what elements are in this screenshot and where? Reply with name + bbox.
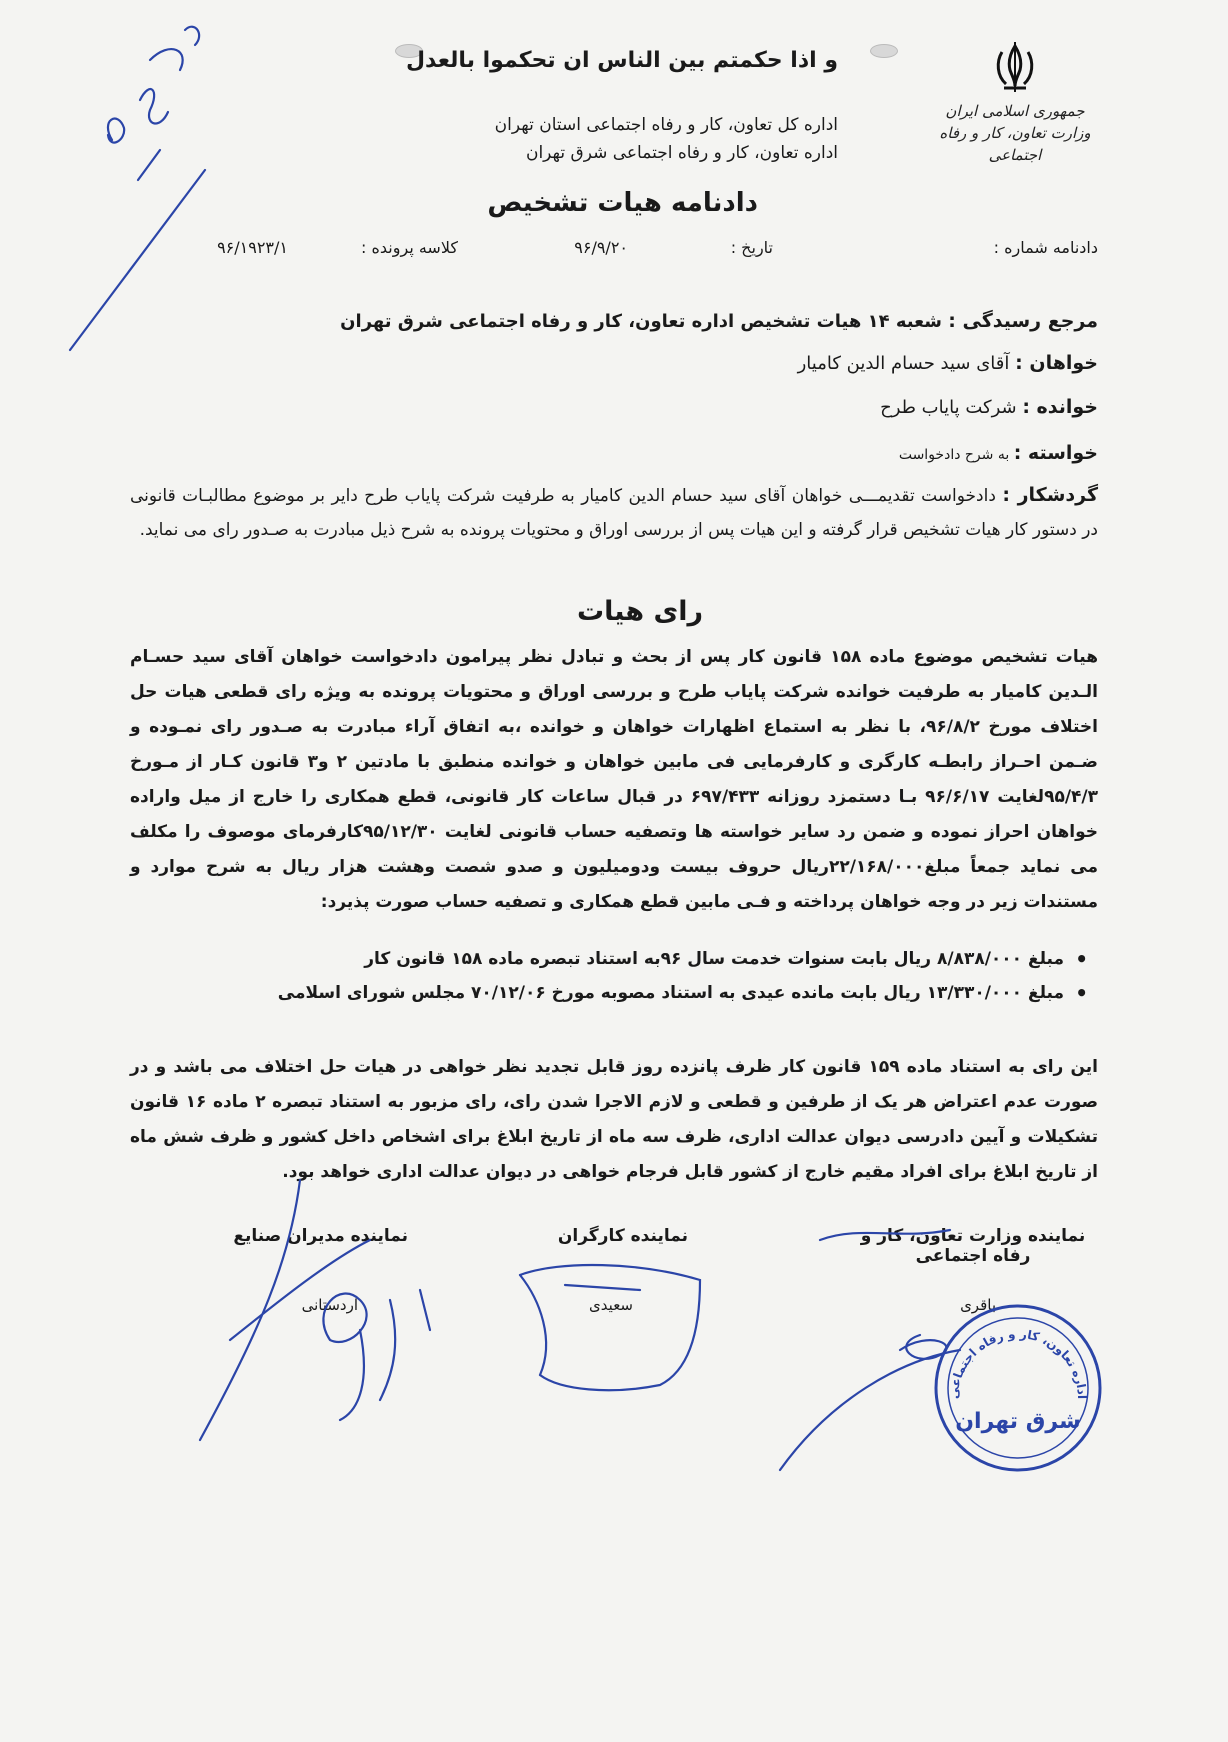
plaintiff-value: آقای سید حسام الدین کامیار [797,353,1010,374]
basmala-verse: و اذا حکمتم بین الناس ان تحکموا بالعدل [405,48,838,73]
margin-scribble [108,119,124,143]
opinion-body: هیات تشخیص موضوع ماده ۱۵۸ قانون کار پس از بحث و تبادل نظر پیرامون دادخواست خواهان آقای سید حسـام الـدین کامیار به طرفیت خوانده شرکت پایاب طرح و بررسی اوراق و محتویات پرونده به ویژه رای قطعی هیات حل اختلاف مورخ ۹۶/۸/۲، با نظر به استماع اظهارات خواهان و خوانده ،به اتفاق آراء مبادرت به صـدور رای نمـوده و ضـمن احـراز رابطـه کارگری و کارفرمایی فی مابین خواهان و خوانده منطبق با مادتین ۲ و۳ قانون کـار از مـورخ ۹۵/۴/۳لغایت ۹۶/۶/۱۷ بـا دستمزد روزانه ۶۹۷/۴۳۳ در قبال ساعات کار قانونی، قطع همکاری را خارج از میل واراده خواهان احراز نموده و ضمن رد سایر خواسته ها وتصفیه حساب قانونی لغایت ۹۵/۱۲/۳۰کارفرمای موصوف را مکلف می نماید جمعاً مبلغ۲۲/۱۶۸/۰۰۰ریال حروف بیست ودومیلیون و صدو شصت وهشت هزار ریال به شرح موارد و مستندات زیر در وجه خواهان پرداخته و فـی مابین قطع همکاری و تصفیه حساب صورت پذیرد: [130,647,1099,912]
plaintiff-label: خواهان : [1015,352,1098,374]
narrative-label: گردشکار : [1002,484,1099,506]
office-stamp [928,1298,1108,1478]
employers-signature [200,1180,300,1440]
employers-representative-label: نماینده مدیران صنایع [233,1226,408,1246]
award-item-severance: • مبلغ ۸/۸۳۸/۰۰۰ ریال بابت سنوات خدمت سال ۹۶به استناد تبصره ماده ۱۵۸ قانون کار [148,942,1098,976]
reference-value: شعبه ۱۴ هیات تشخیص اداره تعاون، کار و رفاه اجتماعی شرق تهران [340,311,942,332]
case-number-value: ۹۶/۱۹۲۳/۱ [217,238,288,257]
defendant-field [880,396,1098,418]
workers-signature [520,1265,700,1390]
stamp-arc-text: اداره تعاون، کار و رفاه اجتماعی [946,1326,1090,1400]
document-title: دادنامه هیات تشخیص [487,188,758,218]
emblem-country-text: جمهوری اسلامی ایران [945,102,1085,120]
iran-emblem-icon [988,40,1042,96]
defendant-value: شرکت پایاب طرح [880,397,1017,418]
ministry-representative-label: نماینده وزارت تعاون، کار و رفاه اجتماعی [860,1226,1086,1266]
narrative-text: دادخواست تقدیمـــی خواهان آقای سید حسام الدین کامیار به طرفیت شرکت پایاب طرح دایر بر موضوع مطالبـات قانونی در دستور کار هیات تشخیص قرار گرفته و این هیات پس از بررسی اوراق و محتویات پرونده به شرح ذیل مبادرت به صـدور رای می نماید. [130,486,1098,540]
request-value: به شرح دادخواست [898,447,1010,463]
emblem-ministry-text: وزارت تعاون، کار و رفاه اجتماعی [939,124,1091,164]
date-value: ۹۶/۹/۲۰ [574,238,628,257]
opinion-title: رای هیات [577,596,703,627]
plaintiff-field [798,352,1098,374]
case-number-label: کلاسه پرونده : [361,238,458,257]
reference-label: مرجع رسیدگی : [948,310,1098,332]
ministry-emblem-block [920,40,1110,166]
workers-representative-label: نماینده کارگران [557,1226,688,1246]
date-label: تاریخ : [730,238,773,257]
award-items-list [148,942,1098,1010]
stamp-city-text: شرق تهران [955,1409,1081,1434]
employers-representative-name: اردستانی [301,1296,358,1314]
ministry-representative-name: باقری [960,1296,996,1314]
request-label: خواسته : [1013,442,1098,464]
appeal-paragraph: این رای به استناد ماده ۱۵۹ قانون کار ظرف پانزده روز قابل تجدید نظر خواهی در هیات حل اختلاف می باشد و در صورت عدم اعتراض هر یک از طرفین و قطعی و لازم الاجرا شدن رای، رای مزبور به استناد تبصره ۲ ماده ۱۶ قانون تشکیلات و آیین دادرسی دیوان عدالت اداری، ظرف سه ماه از تاریخ ابلاغ برای اشخاص داخل کشور و ظرف شش ماه از تاریخ ابلاغ برای افراد مقیم خارج از کشور قابل فرجام خواهی در دیوان عدالت اداری خواهد بود. [130,1057,1098,1182]
narrative-paragraph [130,478,1098,547]
request-field [899,442,1098,464]
punch-hole [870,44,898,58]
defendant-label: خوانده : [1022,396,1098,418]
reference-field [340,310,1098,332]
verdict-number-label: دادنامه شماره : [993,238,1098,257]
award-item-bonus: • مبلغ ۱۳/۳۳۰/۰۰۰ ریال بابت مانده عیدی به استناد مصوبه مورخ ۷۰/۱۲/۰۶ مجلس شورای اسلامی [148,976,1098,1010]
workers-representative-name: سعیدی [589,1296,633,1314]
org-line-2: اداره تعاون، کار و رفاه اجتماعی شرق تهران [525,143,838,163]
org-line-1: اداره کل تعاون، کار و رفاه اجتماعی استان تهران [494,115,838,135]
